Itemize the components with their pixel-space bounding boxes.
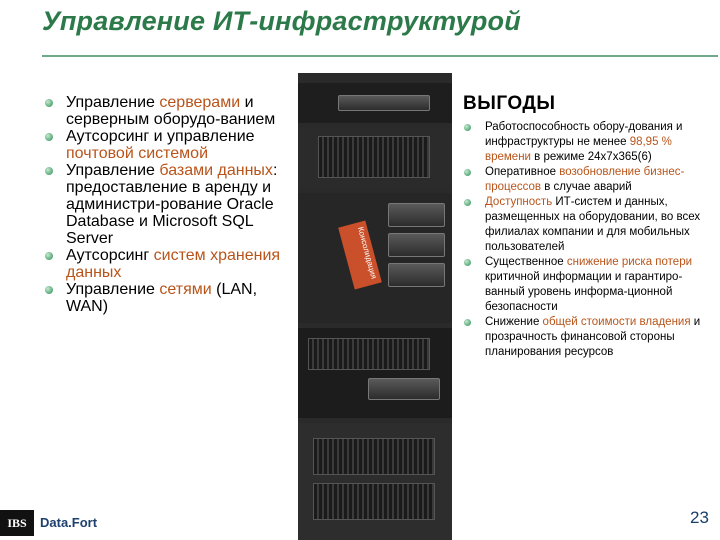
list-item — [463, 120, 703, 165]
item-text: (LAN, WAN) — [66, 281, 258, 315]
bullet-icon — [464, 319, 471, 326]
bullet-icon — [45, 99, 53, 107]
item-highlight: базами данных — [159, 162, 273, 179]
list-item — [44, 94, 284, 128]
bullet-icon — [464, 124, 471, 131]
services-list — [44, 94, 284, 315]
brand-name: Data.Fort — [40, 515, 98, 530]
item-text: Работоспособность обору-дования и инфраструктуры не менее — [485, 121, 683, 148]
bullet-icon — [464, 259, 471, 266]
drive-bay — [388, 263, 445, 287]
vent-grille — [313, 483, 435, 520]
list-item — [463, 195, 703, 255]
item-text: в случае аварий — [541, 181, 632, 193]
item-highlight: почтовой системой — [66, 145, 209, 162]
item-highlight: Доступность — [485, 196, 553, 208]
bullet-icon — [45, 252, 53, 260]
list-item — [44, 162, 284, 247]
drive-bay — [338, 95, 430, 111]
item-text: Управление — [66, 162, 160, 179]
item-text: ИТ-систем и данных, размещенных на оборудовании, во всех филиалах компании и для мобильных пользователей — [485, 196, 701, 253]
bullet-icon — [45, 133, 53, 141]
item-text: Управление — [66, 281, 160, 298]
drive-bay — [368, 378, 440, 400]
item-highlight: 98,95 % времени — [485, 136, 672, 163]
item-highlight: сетями — [159, 281, 212, 298]
bullet-icon — [45, 167, 53, 175]
title-divider — [42, 55, 718, 57]
vent-grille — [313, 438, 435, 475]
item-text: Управление — [66, 94, 160, 111]
server-rack-photo — [298, 73, 452, 540]
item-text: Снижение — [485, 316, 543, 328]
item-highlight: систем хранения данных — [66, 247, 281, 281]
drive-bay — [388, 233, 445, 257]
item-text: Существенное — [485, 256, 567, 268]
rack-unit — [298, 328, 452, 418]
vent-grille — [318, 136, 430, 178]
benefits-list — [463, 120, 703, 360]
item-text: Аутсорсинг — [66, 247, 154, 264]
list-item — [463, 165, 703, 195]
item-text: в режиме 24х7х365(6) — [530, 151, 652, 163]
item-highlight: общей стоимости владения — [542, 316, 691, 328]
bullet-icon — [464, 169, 471, 176]
slide-title: Управление ИТ-инфраструктурой — [42, 6, 521, 36]
item-highlight: возобновление бизнес-процессов — [485, 166, 685, 193]
rack-unit — [298, 423, 452, 540]
item-highlight: серверами — [159, 94, 241, 111]
item-text: Оперативное — [485, 166, 560, 178]
item-highlight: снижение риска потери — [566, 256, 693, 268]
list-item — [44, 247, 284, 281]
rack-unit — [298, 128, 452, 188]
list-item — [463, 315, 703, 360]
bullet-icon — [464, 199, 471, 206]
ibs-logo: IBS — [0, 510, 34, 536]
list-item — [44, 128, 284, 162]
item-text: критичной информации и гарантиро-ванный уровень информа-ционной безопасности — [485, 271, 683, 313]
benefits-heading: ВЫГОДЫ — [463, 93, 556, 114]
rack-unit — [298, 83, 452, 123]
vent-grille — [308, 338, 430, 370]
bullet-icon — [45, 286, 53, 294]
item-text: Аутсорсинг и управление — [66, 128, 255, 145]
item-text: и серверным оборудо-ванием — [66, 94, 276, 128]
photo-sticker: Консолидация — [338, 220, 382, 289]
item-text: и прозрачность финансовой стороны планирования ресурсов — [485, 316, 701, 358]
page-number: 23 — [690, 508, 709, 527]
drive-bay — [388, 203, 445, 227]
item-text: : предоставление в аренду и администри-рование Oracle Database и Microsoft SQL Server — [66, 162, 278, 247]
list-item — [44, 281, 284, 315]
list-item — [463, 255, 703, 315]
